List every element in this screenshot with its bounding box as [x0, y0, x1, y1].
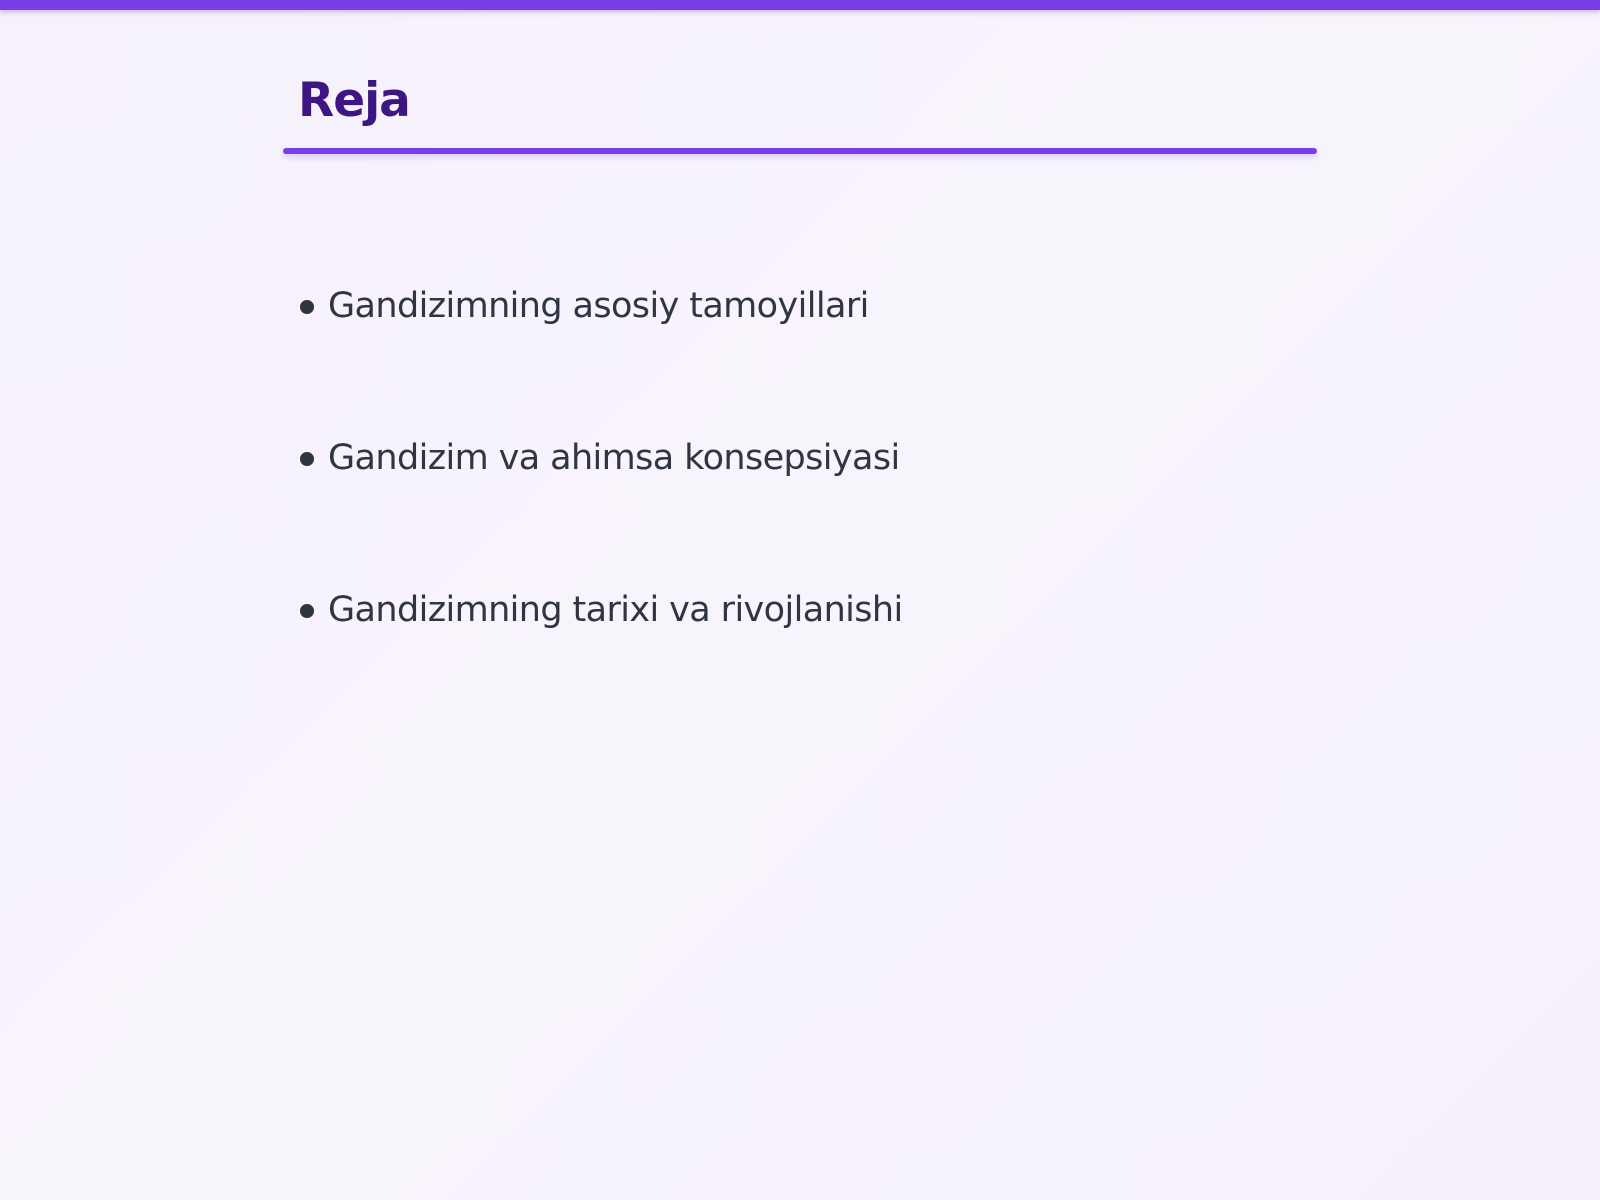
bullet-list — [300, 278, 903, 734]
top-accent-bar — [0, 0, 1600, 10]
bullet-dot-icon — [300, 604, 314, 618]
list-item — [300, 582, 903, 734]
title-underline — [283, 148, 1317, 154]
bullet-text: Gandizim va ahimsa konsepsiyasi — [328, 438, 900, 478]
bullet-dot-icon — [300, 300, 314, 314]
bullet-text: Gandizimning tarixi va rivojlanishi — [328, 590, 903, 630]
bullet-dot-icon — [300, 452, 314, 466]
list-item — [300, 278, 903, 430]
list-item — [300, 430, 903, 582]
bullet-text: Gandizimning asosiy tamoyillari — [328, 286, 869, 326]
slide-title: Reja — [298, 73, 410, 128]
